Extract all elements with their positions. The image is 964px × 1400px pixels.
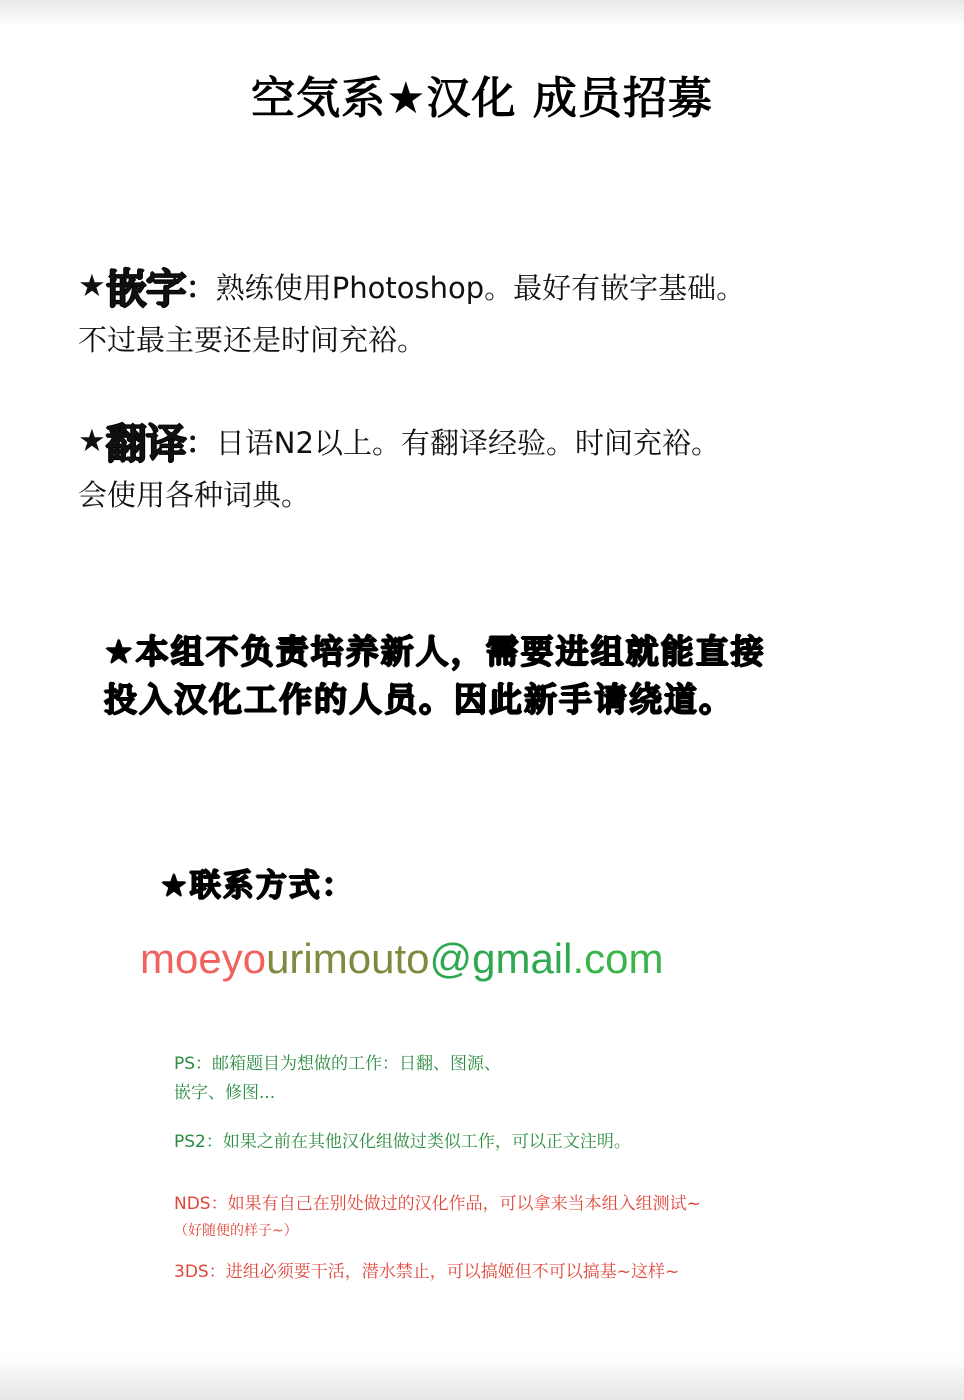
section-typesetting-line2: 不过最主要还是时间充裕。 xyxy=(78,323,427,358)
star-icon: ★ xyxy=(78,268,106,304)
contact-email[interactable] xyxy=(140,935,664,983)
note-3ds-text: 3DS：进组必须要干活，潜水禁止，可以搞姬但不可以搞基~这样~ xyxy=(174,1262,680,1282)
section-translation-heading: 翻译 xyxy=(105,420,186,468)
email-part-4: .com xyxy=(572,935,664,982)
note-ps1-text: PS：邮箱题目为想做的工作：日翻、图源、 xyxy=(174,1054,502,1074)
note-ps1 xyxy=(174,1050,914,1108)
note-nds-subtext: （好随便的样子~） xyxy=(174,1222,298,1239)
top-gradient xyxy=(0,0,964,26)
section-typesetting-body: 熟练使用Photoshop。最好有嵌字基础。 xyxy=(215,271,746,305)
section-typesetting-line1 xyxy=(78,260,898,319)
note-ps2-text: PS2：如果之前在其他汉化组做过类似工作，可以正文注明。 xyxy=(174,1132,631,1152)
star-icon: ★ xyxy=(78,423,106,459)
section-translation-colon: ： xyxy=(185,426,216,461)
notice-line-1: ★本组不负责培养新人，需要进组就能直接 xyxy=(104,632,766,671)
section-typesetting-heading: 嵌字 xyxy=(105,265,186,313)
section-translation-line2: 会使用各种词典。 xyxy=(78,478,311,513)
note-ps1-continuation: 嵌字、修图... xyxy=(174,1082,276,1103)
email-part-1: moeyo xyxy=(140,935,267,982)
section-translation xyxy=(78,415,898,516)
section-translation-line1 xyxy=(78,415,898,474)
section-typesetting-colon: ： xyxy=(185,271,216,306)
note-ps2 xyxy=(174,1128,914,1157)
bottom-gradient xyxy=(0,1356,964,1400)
note-3ds xyxy=(174,1258,914,1287)
email-part-3: @gmail xyxy=(429,935,573,982)
email-part-2: urimouto xyxy=(266,935,430,982)
section-typesetting xyxy=(78,260,898,361)
notice-block xyxy=(104,628,914,724)
page-title: 空気系★汉化 成员招募 xyxy=(251,73,713,124)
contact-label: ★联系方式： xyxy=(160,868,355,904)
note-nds-text: NDS：如果有自己在别处做过的汉化作品，可以拿来当本组入组测试~ xyxy=(174,1194,701,1214)
note-nds xyxy=(174,1190,914,1244)
section-translation-body: 日语N2以上。有翻译经验。时间充裕。 xyxy=(215,426,720,460)
notice-line-2: 投入汉化工作的人员。因此新手请绕道。 xyxy=(104,679,734,719)
